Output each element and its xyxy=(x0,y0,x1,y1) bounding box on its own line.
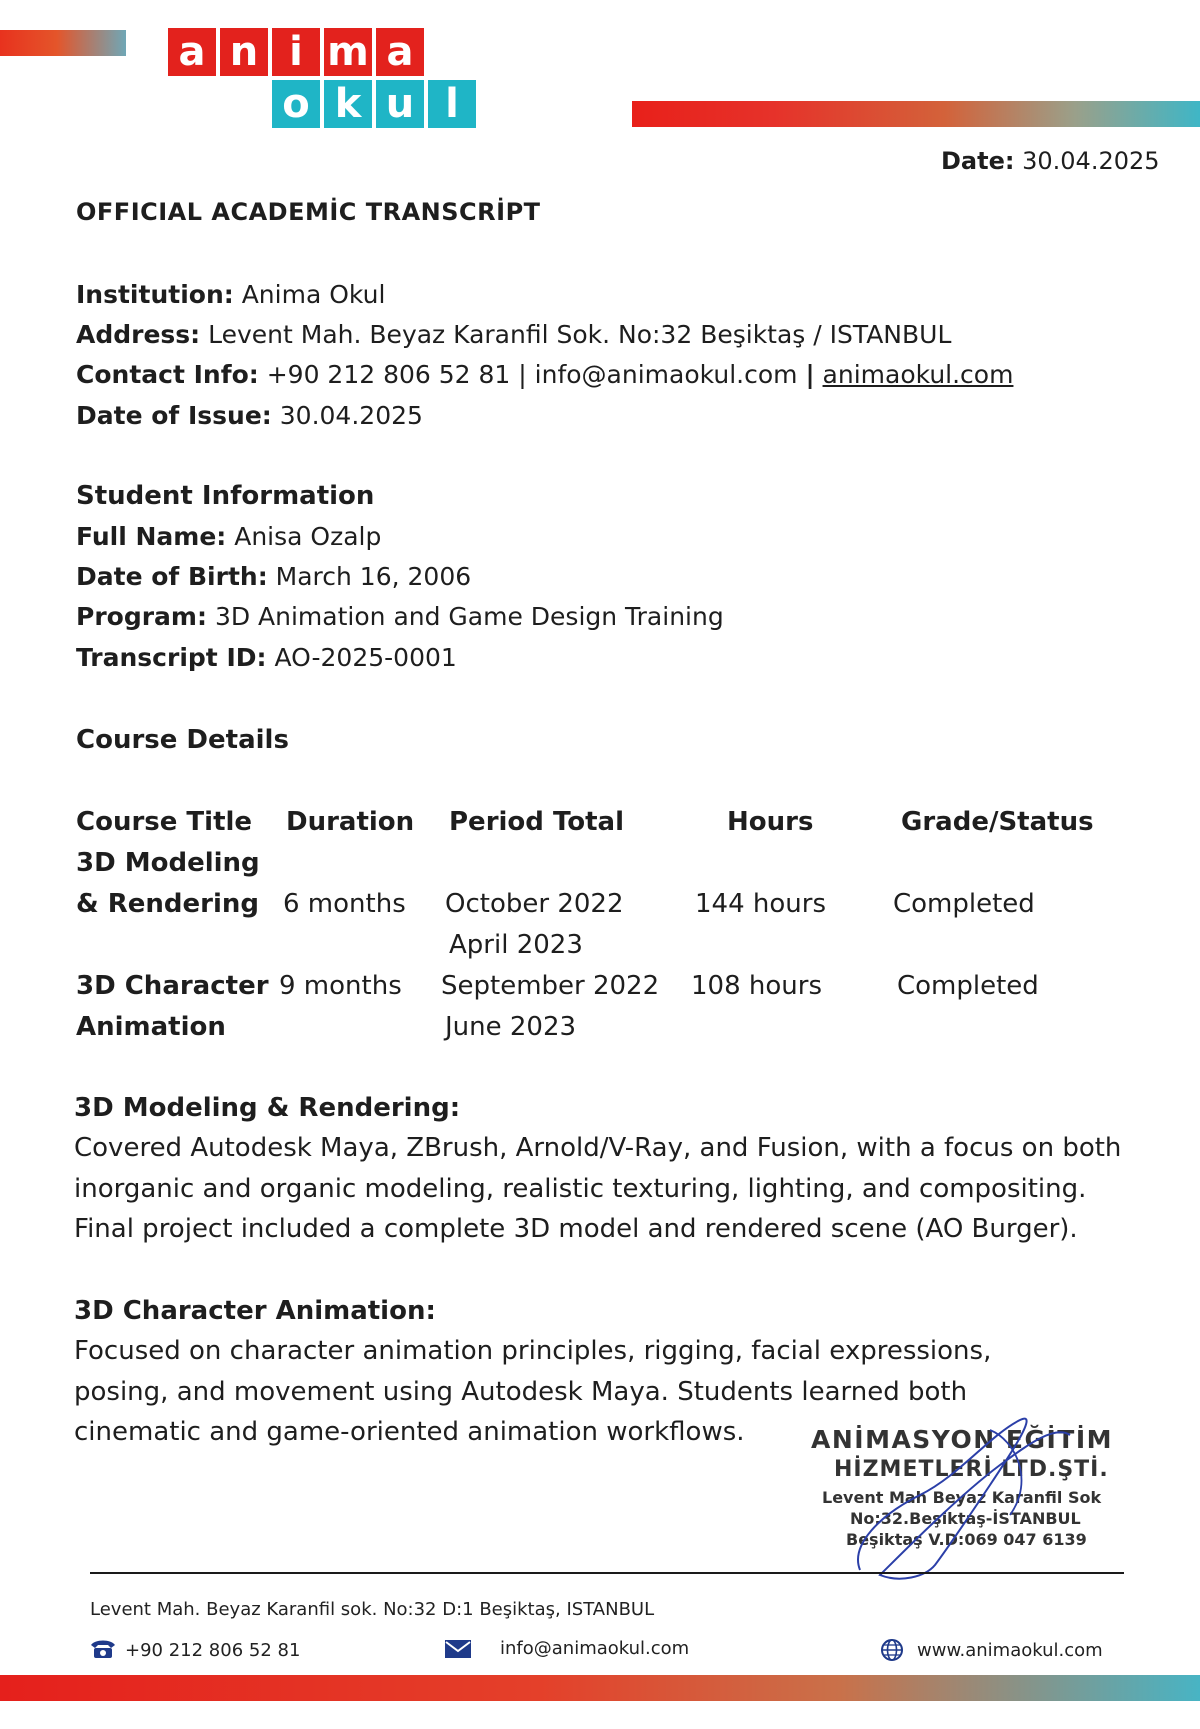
description-heading: 3D Modeling & Rendering: xyxy=(74,1093,461,1123)
course-title: 3D Modeling xyxy=(76,848,260,878)
course-details-heading: Course Details xyxy=(76,725,289,755)
stamp-line: Levent Mah Beyaz Karanfil Sok xyxy=(822,1488,1102,1507)
address-line xyxy=(76,320,951,349)
contact-label: Contact Info: xyxy=(76,360,259,389)
course-hours: 144 hours xyxy=(695,889,826,919)
footer-accent-bar xyxy=(0,1675,1200,1701)
logo-letter: n xyxy=(220,28,268,76)
course-title: & Rendering xyxy=(76,889,259,919)
footer-website[interactable]: www.animaokul.com xyxy=(917,1640,1103,1661)
contact-email: info@animaokul.com xyxy=(534,360,798,389)
phone-icon xyxy=(89,1638,117,1660)
transcript-id-label: Transcript ID: xyxy=(76,643,267,672)
course-title: Animation xyxy=(76,1012,226,1042)
footer-address: Levent Mah. Beyaz Karanfil sok. No:32 D:1 Beşiktaş, ISTANBUL xyxy=(90,1599,655,1620)
full-name-line xyxy=(76,522,381,551)
footer-phone: +90 212 806 52 81 xyxy=(125,1640,301,1661)
course-status: Completed xyxy=(897,971,1039,1001)
stamp-line: Beşiktaş V.D:069 047 6139 xyxy=(846,1530,1087,1549)
footer-email[interactable]: info@animaokul.com xyxy=(500,1638,690,1659)
logo-letter: o xyxy=(272,80,320,128)
description-text: Focused on character animation principles, rigging, facial expressions, posing, and movement using Autodesk Maya. Students learned both cinematic and game-oriented animation workflows. xyxy=(74,1336,992,1447)
dob-label: Date of Birth: xyxy=(76,562,268,591)
full-name-label: Full Name: xyxy=(76,522,227,551)
header-accent-bar-right xyxy=(632,101,1200,127)
anima-okul-logo xyxy=(168,28,474,130)
logo-letter: l xyxy=(428,80,476,128)
address-label: Address: xyxy=(76,320,201,349)
contact-line xyxy=(76,360,1013,389)
institution-value: Anima Okul xyxy=(241,280,386,309)
course-duration: 6 months xyxy=(283,889,406,919)
header-accent-bar-left xyxy=(0,30,126,56)
globe-icon xyxy=(880,1638,904,1662)
logo-letter: a xyxy=(376,28,424,76)
program-line xyxy=(76,602,724,631)
column-header-duration: Duration xyxy=(286,807,415,837)
website-link[interactable]: animaokul.com xyxy=(822,360,1014,389)
course-period-end: April 2023 xyxy=(449,930,583,960)
dob-line xyxy=(76,562,471,591)
envelope-icon xyxy=(444,1638,472,1660)
full-name-value: Anisa Ozalp xyxy=(234,522,382,551)
transcript-id-value: AO-2025-0001 xyxy=(274,643,457,672)
stamp-line: HİZMETLERİ LTD.ŞTİ. xyxy=(834,1457,1109,1482)
course-status: Completed xyxy=(893,889,1035,919)
column-header-grade-status: Grade/Status xyxy=(901,807,1094,837)
logo-letter: m xyxy=(324,28,372,76)
institution-label: Institution: xyxy=(76,280,234,309)
footer-divider xyxy=(90,1572,1124,1574)
course-hours: 108 hours xyxy=(691,971,822,1001)
date-label: Date: xyxy=(941,147,1015,175)
logo-letter: u xyxy=(376,80,424,128)
description-heading: 3D Character Animation: xyxy=(74,1296,436,1326)
institution-line xyxy=(76,280,385,309)
contact-separator: | xyxy=(518,360,527,389)
document-title: OFFICIAL ACADEMİC TRANSCRİPT xyxy=(76,198,541,226)
signature-scribble xyxy=(840,1395,1140,1595)
stamp-line: No:32.Beşiktaş-İSTANBUL xyxy=(850,1509,1081,1528)
contact-separator: | xyxy=(805,360,815,389)
issue-date-line xyxy=(76,401,423,430)
course-duration: 9 months xyxy=(279,971,402,1001)
transcript-id-line xyxy=(76,643,457,672)
stamp-line: ANİMASYON EĞİTİM xyxy=(811,1425,1114,1454)
issue-date-value: 30.04.2025 xyxy=(279,401,423,430)
logo-letter: i xyxy=(272,28,320,76)
logo-letter: k xyxy=(324,80,372,128)
description-text: Covered Autodesk Maya, ZBrush, Arnold/V-Ray, and Fusion, with a focus on both inorganic and organic modeling, realistic texturing, lighting, and compositing. Final project included a complete 3D model and rendered scene (AO Burger). xyxy=(74,1133,1122,1244)
contact-phone: +90 212 806 52 81 xyxy=(266,360,511,389)
address-value: Levent Mah. Beyaz Karanfil Sok. No:32 Beşiktaş / ISTANBUL xyxy=(208,320,952,349)
column-header-period: Period Total xyxy=(449,807,624,837)
date-value: 30.04.2025 xyxy=(1022,147,1160,175)
column-header-hours: Hours xyxy=(727,807,814,837)
student-info-heading: Student Information xyxy=(76,481,375,511)
document-date xyxy=(941,147,1160,175)
program-value: 3D Animation and Game Design Training xyxy=(214,602,724,631)
program-label: Program: xyxy=(76,602,207,631)
course-period-start: October 2022 xyxy=(445,889,624,919)
column-header-course-title: Course Title xyxy=(76,807,253,837)
course-period-start: September 2022 xyxy=(441,971,660,1001)
issue-date-label: Date of Issue: xyxy=(76,401,272,430)
course-period-end: June 2023 xyxy=(445,1012,577,1042)
dob-value: March 16, 2006 xyxy=(275,562,472,591)
logo-letter: a xyxy=(168,28,216,76)
course-title: 3D Character xyxy=(76,971,269,1001)
